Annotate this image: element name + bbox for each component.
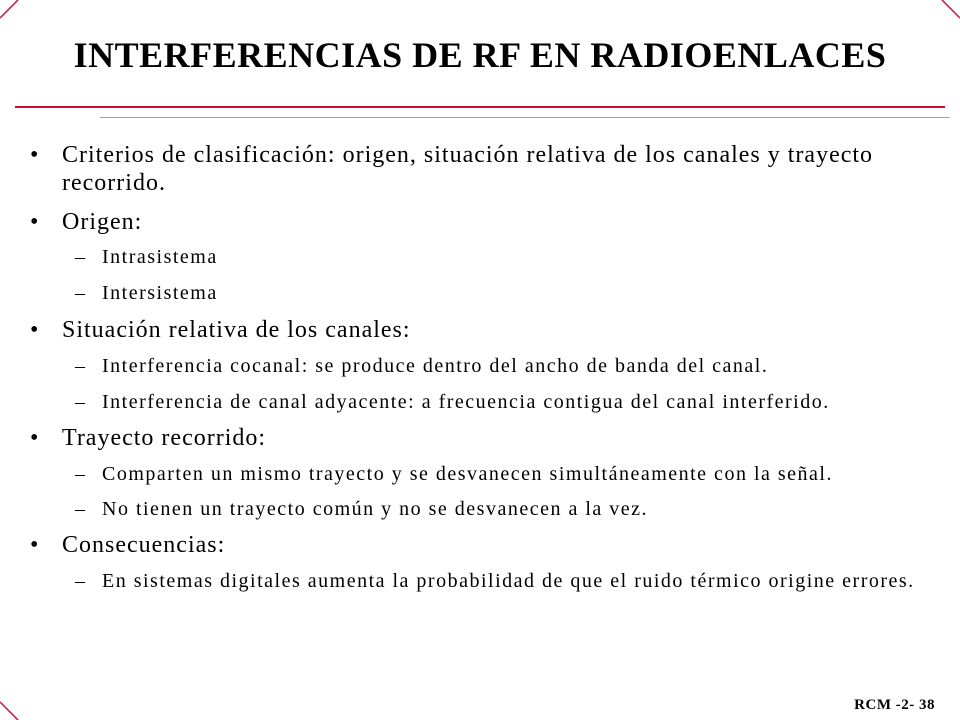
bullet-marker: •	[30, 209, 40, 235]
subitem-marker: –	[75, 391, 85, 413]
bullet-item-consecuencias	[30, 531, 225, 559]
bullet-text: Consecuencias:	[62, 532, 226, 558]
subitem-mismo-trayecto	[75, 462, 833, 486]
subitem-marker: –	[75, 498, 85, 520]
bullet-text: Situación relativa de los canales:	[62, 317, 411, 343]
subitem-marker: –	[75, 355, 85, 377]
bullet-marker: •	[30, 532, 40, 558]
subitem-text: No tienen un trayecto común y no se desvanecen a la vez.	[102, 498, 649, 520]
bullet-marker: •	[30, 317, 40, 343]
corner-line-top-right	[942, 0, 960, 18]
subitem-text: En sistemas digitales aumenta la probabilidad de que el ruido térmico origine errores.	[102, 570, 915, 592]
bullet-item-trayecto	[30, 424, 266, 452]
corner-line-bottom-left	[0, 702, 18, 720]
bullet-text: Trayecto recorrido:	[62, 425, 267, 451]
bullet-item-origen	[30, 208, 142, 236]
subitem-intrasistema	[75, 245, 218, 269]
subitem-sistemas-digitales	[75, 569, 915, 593]
bullet-marker: •	[30, 142, 40, 168]
bullet-text: Origen:	[62, 209, 143, 235]
subitem-text: Intersistema	[102, 282, 218, 304]
subitem-intersistema	[75, 281, 218, 305]
subitem-marker: –	[75, 463, 85, 485]
slide-footer: RCM -2- 38	[854, 697, 935, 713]
subitem-text: Comparten un mismo trayecto y se desvanecen simultáneamente con la señal.	[102, 463, 833, 485]
corner-line-top-left	[0, 0, 18, 18]
subitem-marker: –	[75, 570, 85, 592]
subitem-canal-adyacente	[75, 390, 830, 414]
bullet-marker: •	[30, 425, 40, 451]
title-underline-shadow	[100, 117, 950, 118]
bullet-text: Criterios de clasificación: origen, situación relativa de los canales y trayecto recorrido.	[62, 142, 874, 196]
title-underline	[15, 106, 945, 108]
subitem-marker: –	[75, 282, 85, 304]
subitem-trayecto-no-comun	[75, 497, 648, 521]
subitem-text: Interferencia de canal adyacente: a frecuencia contigua del canal interferido.	[102, 391, 830, 413]
subitem-marker: –	[75, 246, 85, 268]
bullet-item-criterios	[30, 141, 912, 197]
subitem-cocanal	[75, 354, 768, 378]
bullet-item-situacion	[30, 316, 411, 344]
subitem-text: Intrasistema	[102, 246, 218, 268]
subitem-text: Interferencia cocanal: se produce dentro del ancho de banda del canal.	[102, 355, 769, 377]
slide-title: INTERFERENCIAS DE RF EN RADIOENLACES	[73, 35, 887, 75]
